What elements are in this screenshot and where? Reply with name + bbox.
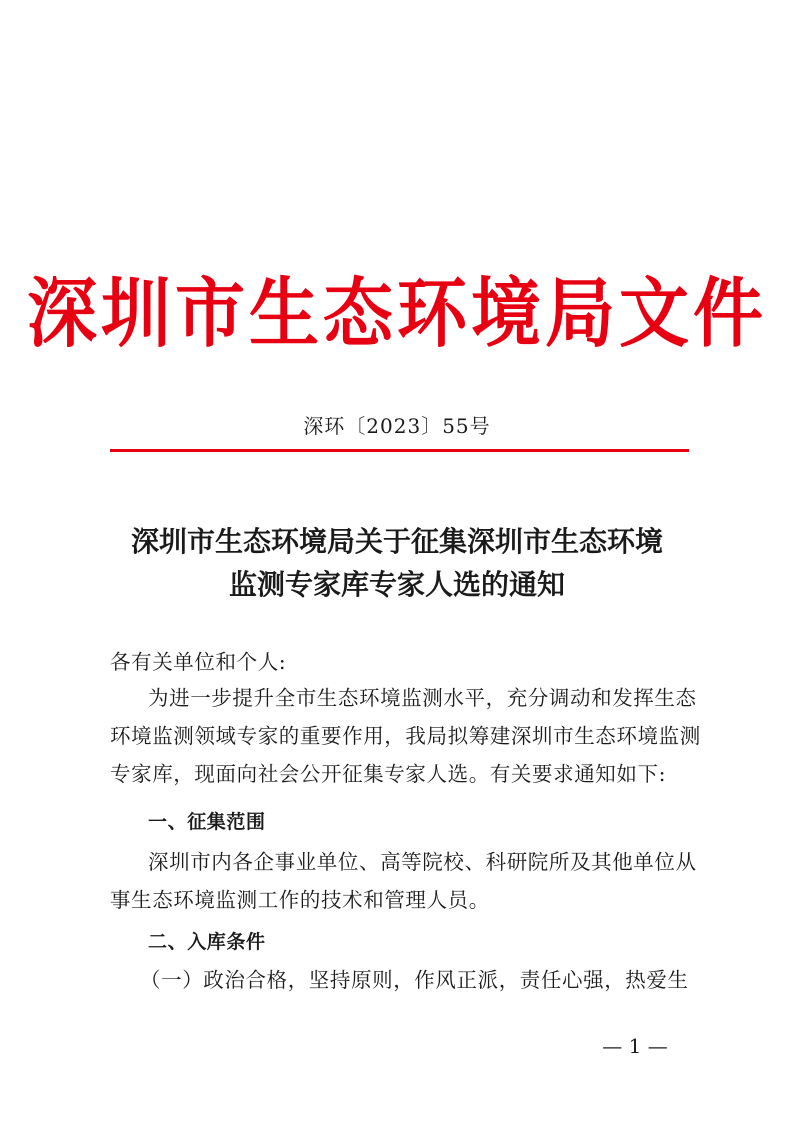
paragraph-line: 环境监测领域专家的重要作用，我局拟筹建深圳市生态环境监测 bbox=[110, 724, 701, 748]
paragraph-line: （一）政治合格，坚持原则，作风正派，责任心强，热爱生 bbox=[140, 968, 689, 992]
red-separator-line bbox=[110, 449, 689, 452]
document-number: 深环〔2023〕55号 bbox=[303, 414, 491, 438]
document-masthead: 深圳市生态环境局文件 bbox=[27, 267, 767, 358]
salutation: 各有关单位和个人: bbox=[110, 650, 287, 674]
section-heading: 二、入库条件 bbox=[148, 931, 266, 953]
document-title-line-2: 监测专家库专家人选的通知 bbox=[228, 568, 565, 601]
paragraph-line: 事生态环境监测工作的技术和管理人员。 bbox=[110, 888, 490, 912]
paragraph-line: 为进一步提升全市生态环境监测水平，充分调动和发挥生态 bbox=[148, 686, 697, 710]
document-title-line-1: 深圳市生态环境局关于征集深圳市生态环境 bbox=[130, 525, 663, 558]
paragraph-line: 专家库，现面向社会公开征集专家人选。有关要求通知如下: bbox=[110, 762, 667, 786]
section-heading: 一、征集范围 bbox=[148, 811, 266, 833]
paragraph-line: 深圳市内各企事业单位、高等院校、科研院所及其他单位从 bbox=[148, 850, 697, 874]
page-number: — 1 — bbox=[602, 1034, 668, 1058]
